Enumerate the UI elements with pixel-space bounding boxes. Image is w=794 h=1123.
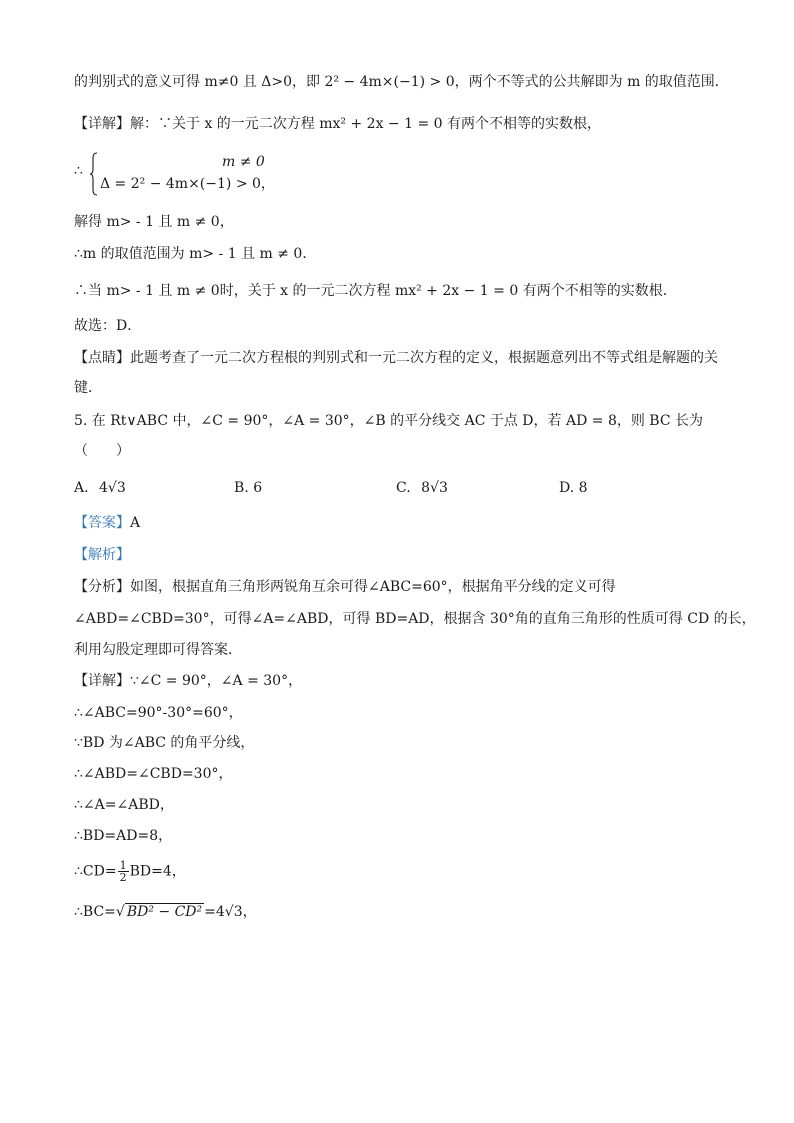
fenxi-line-1 (74, 577, 734, 597)
remark-line (74, 348, 734, 368)
detail-line (74, 114, 734, 134)
fraction-denominator: 2 (119, 871, 127, 884)
cd-suffix: BD=4， (129, 863, 186, 880)
step-line-bc (74, 902, 734, 922)
left-brace-icon (90, 152, 98, 196)
remark-text: 此题考查了一元二次方程根的判别式和一元二次方程的定义，根据题意列出不等式组是解题的关 (130, 350, 718, 366)
option-a-label: A. (74, 480, 89, 496)
step-line: ∵BD 为∠ABC 的角平分线， (74, 735, 255, 751)
detail2-text: ∵∠C = 90°，∠A = 30°， (130, 673, 303, 689)
system-row-2: Δ = 2² − 4m×(−1) > 0， (100, 176, 275, 192)
option-b: B. 6 (234, 480, 263, 496)
remark-tag: 【点睛】 (74, 350, 130, 366)
bc-suffix: =4√3， (204, 904, 257, 920)
option-c (396, 478, 448, 498)
fraction-half (118, 860, 129, 883)
analysis-line (74, 545, 734, 565)
detail-tag: 【详解】 (74, 116, 130, 132)
text-line: ∴m 的取值范围为 m> - 1 且 m ≠ 0． (74, 246, 317, 262)
question-5: 5. 在 Rt∨ABC 中，∠C = 90°，∠A = 30°，∠B 的平分线交 AC 于点 D，若 AD = 8，则 BC 长为 (74, 413, 704, 429)
text-line: 故选：D． (74, 318, 142, 334)
detail-text: 解：∵关于 x 的一元二次方程 mx² + 2x − 1 = 0 有两个不相等的实数根， (130, 116, 601, 132)
inequality-system (74, 150, 374, 200)
system-row-1: m ≠ 0 (222, 154, 265, 170)
fenxi-line-2: ∠ABD=∠CBD=30°，可得∠A=∠ABD，可得 BD=AD，根据含 30°角的直角三角形的性质可得 CD 的长， (74, 611, 756, 627)
answer-line (74, 513, 734, 533)
option-c-value: 8√3 (421, 480, 448, 496)
radicand: BD² − CD² (126, 904, 203, 920)
step-line: ∴∠A=∠ABD， (74, 797, 174, 813)
cd-prefix: ∴CD= (74, 863, 117, 880)
sqrt-icon: √ BD² − CD² (115, 904, 203, 920)
bc-prefix: ∴BC= (74, 904, 116, 920)
step-line-cd (74, 860, 734, 883)
answer-tag: 【答案】 (74, 515, 130, 531)
text-line: ∴当 m> - 1 且 m ≠ 0时，关于 x 的一元二次方程 mx² + 2x − 1 = 0 有两个不相等的实数根． (74, 283, 677, 299)
fraction-numerator: 1 (119, 859, 127, 872)
option-a (74, 478, 126, 498)
step-line: ∴∠ABD=∠CBD=30°， (74, 766, 233, 782)
analysis-tag: 【解析】 (74, 547, 130, 563)
therefore-symbol: ∴ (74, 163, 83, 179)
option-c-label: C. (396, 480, 411, 496)
option-d: D. 8 (559, 480, 588, 496)
fenxi-text-1: 如图，根据直角三角形两锐角互余可得∠ABC=60°，根据角平分线的定义可得 (130, 579, 616, 595)
option-a-value: 4√3 (99, 480, 126, 496)
step-line: ∴∠ABC=90°-30°=60°， (74, 705, 243, 721)
step-line: ∴BD=AD=8， (74, 828, 173, 844)
fenxi-tag: 【分析】 (74, 579, 130, 595)
text-line: 键． (74, 380, 102, 396)
question-5-paren: （ ） (74, 443, 130, 459)
text-line: 的判别式的意义可得 m≠0 且 Δ>0，即 2² − 4m×(−1) > 0，两个不等式的公共解即为 m 的取值范围． (74, 74, 729, 90)
detail2-line (74, 671, 734, 691)
text-line: 解得 m> - 1 且 m ≠ 0， (74, 214, 234, 230)
fenxi-line-3: 利用勾股定理即可得答案． (74, 642, 242, 658)
detail2-tag: 【详解】 (74, 673, 130, 689)
answer-value: A (130, 515, 141, 531)
